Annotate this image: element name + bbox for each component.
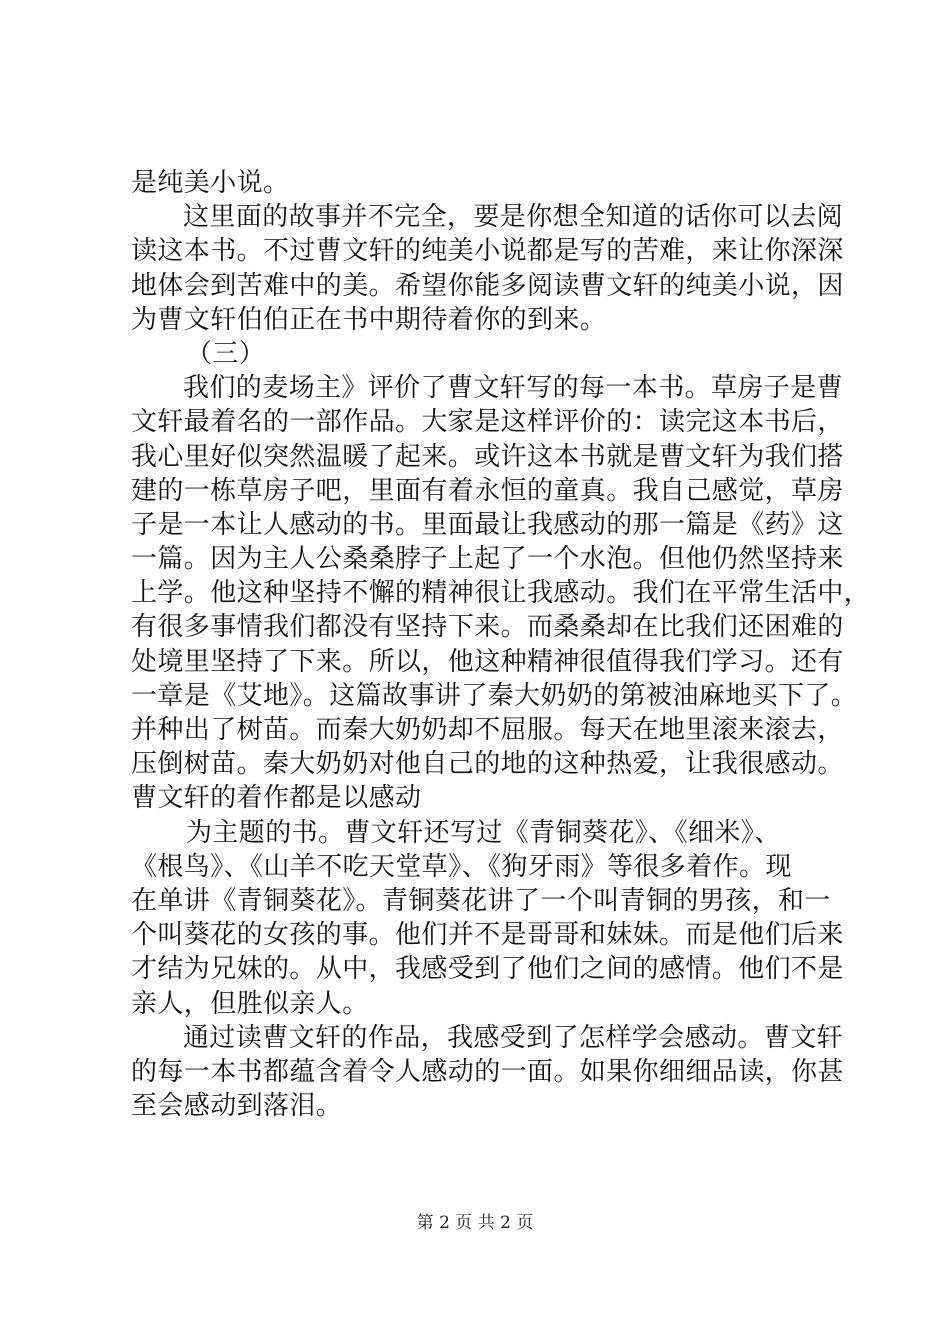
paragraph-start-line: 通过读曹文轩的作品，我感受到了怎样学会感动。曹文轩 [183, 1022, 844, 1053]
text-line: 压倒树苗。秦大奶奶对他自己的地的这种热爱，让我很感动。 [131, 749, 844, 780]
text-line: 读这本书。不过曹文轩的纯美小说都是写的苦难，来让你深深 [131, 236, 844, 267]
text-line: 并种出了树苗。而秦大奶奶却不屈服。每天在地里滚来滚去， [131, 715, 844, 745]
text-line: 才结为兄妹的。从中，我感受到了他们之间的感情。他们不是 [131, 954, 844, 985]
text-line: 地体会到苦难中的美。希望你能多阅读曹文轩的纯美小说，因 [131, 270, 844, 301]
text-line: 的每一本书都蕴含着令人感动的一面。如果你细细品读，你甚 [131, 1056, 844, 1087]
paragraph-start-line: 这里面的故事并不完全，要是你想全知道的话你可以去阅 [183, 202, 844, 233]
text-line: 《根鸟》、《山羊不吃天堂草》、《狗牙雨》等很多着作。现 [131, 851, 792, 882]
text-line: 个叫葵花的女孩的事。他们并不是哥哥和妹妹。而是他们后来 [131, 920, 844, 951]
text-line: 建的一栋草房子吧，里面有着永恒的童真。我自己感觉，草房 [131, 475, 844, 506]
section-heading: （三） [186, 338, 266, 369]
text-line: 文轩最着名的一部作品。大家是这样评价的：读完这本书后， [131, 407, 844, 438]
paragraph-start-line: 为主题的书。曹文轩还写过《青铜葵花》、《细米》、 [186, 817, 781, 848]
text-line: 曹文轩的着作都是以感动 [131, 783, 422, 814]
text-line: 我心里好似突然温暖了起来。或许这本书就是曹文轩为我们搭 [131, 441, 844, 472]
text-line: 子是一本让人感动的书。里面最让我感动的那一篇是《药》这 [131, 509, 844, 540]
text-line: 至会感动到落泪。 [131, 1091, 343, 1122]
body-text [131, 166, 871, 1123]
paragraph-start-line: 我们的麦场主》评价了曹文轩写的每一本书。草房子是曹 [183, 373, 844, 404]
page-number-footer: 第 2 页 共 2 页 [416, 1213, 534, 1233]
text-line: 是纯美小说。 [131, 168, 290, 198]
text-line: 上学。他这种坚持不懈的精神很让我感动。我们在平常生活中， [131, 578, 871, 609]
text-line: 一章是《艾地》。这篇故事讲了秦大奶奶的第被油麻地买下了。 [131, 680, 858, 711]
text-line: 一篇。因为主人公桑桑脖子上起了一个水泡。但他仍然坚持来 [131, 544, 844, 575]
text-line: 处境里坚持了下来。所以，他这种精神很值得我们学习。还有 [131, 646, 844, 677]
text-line: 为曹文轩伯伯正在书中期待着你的到来。 [131, 304, 607, 335]
text-line: 亲人，但胜似亲人。 [131, 988, 369, 1019]
text-line: 在单讲《青铜葵花》。青铜葵花讲了一个叫青铜的男孩，和一 [131, 885, 831, 916]
text-line: 有很多事情我们都没有坚持下来。而桑桑却在比我们还困难的 [131, 612, 844, 643]
